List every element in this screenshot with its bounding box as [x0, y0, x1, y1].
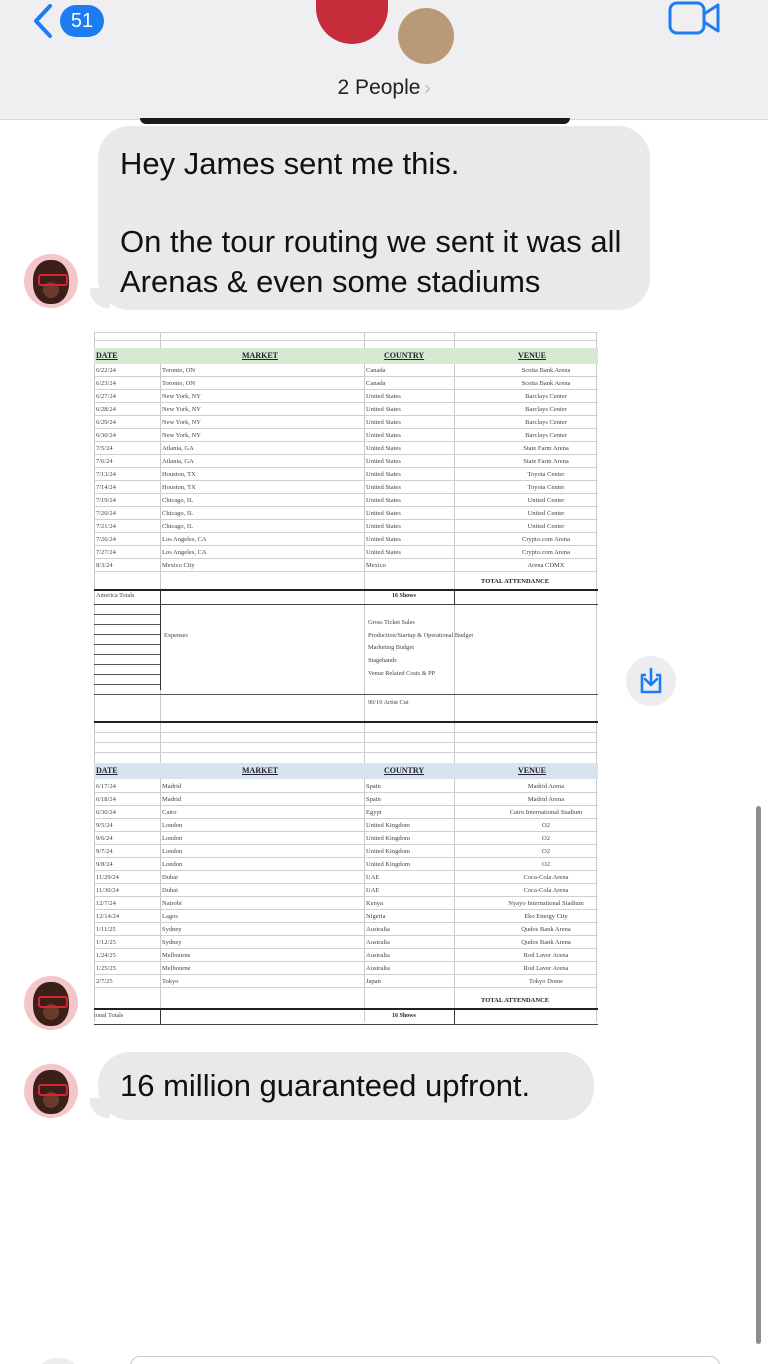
table-cell: 1/12/25: [96, 939, 116, 946]
table-cell: Barclays Center: [525, 419, 567, 426]
table-header: [94, 763, 598, 779]
table-cell: O2: [542, 835, 550, 842]
avatar[interactable]: [316, 0, 388, 44]
table-cell: 7/21/24: [96, 523, 116, 530]
table-row: [94, 782, 598, 791]
totals-label: ional Totals: [94, 1012, 124, 1019]
table-cell: 9/8/24: [96, 861, 113, 868]
table-row: [94, 899, 598, 908]
table-cell: Madrid Arena: [527, 783, 565, 790]
table-cell: Rod Laver Arena: [523, 965, 569, 972]
table-cell: New York, NY: [162, 406, 202, 413]
table-cell: Mexico: [366, 562, 386, 569]
apps-button[interactable]: [40, 1358, 76, 1364]
budget-item: Marketing Budget: [368, 644, 414, 651]
table-cell: United Kingdom: [366, 848, 410, 855]
column-header: VENUE: [518, 351, 547, 360]
table-cell: Tokyo: [162, 978, 179, 985]
budget-item: Production/Startup & Operational Budget: [368, 632, 474, 639]
avatar-face: [33, 260, 69, 304]
table-cell: Australia: [366, 926, 390, 933]
table-cell: United States: [366, 536, 401, 543]
table-row: [94, 808, 598, 817]
table-row: [94, 418, 598, 427]
column-header: COUNTRY: [384, 766, 425, 775]
table-cell: 1/25/25: [96, 965, 116, 972]
table-cell: 7/20/24: [96, 510, 116, 517]
totals-label: America Totals: [96, 592, 135, 599]
table-cell: Japan: [366, 978, 381, 985]
table-cell: Arena CDMX: [527, 562, 565, 569]
table-cell: Melbourne: [162, 965, 191, 972]
table-cell: 2/7/25: [96, 978, 113, 985]
avatar-face: [33, 982, 69, 1026]
column-header: MARKET: [242, 766, 278, 775]
shows-count: 16 Shows: [392, 1013, 416, 1019]
table-cell: Madrid Arena: [527, 796, 565, 803]
table-cell: Atlanta, GA: [162, 445, 194, 452]
table-row: [94, 379, 598, 388]
message-text: Hey James sent me this.: [120, 146, 460, 181]
column-header: VENUE: [518, 766, 547, 775]
table-cell: Chicago, IL: [162, 523, 194, 530]
table-cell: Mexico City: [162, 562, 195, 569]
table-row: [94, 964, 598, 973]
table-cell: 1/24/25: [96, 952, 116, 959]
table-row: [94, 886, 598, 895]
table-cell: Nairobi: [162, 900, 182, 907]
table-cell: Toyota Center: [527, 471, 565, 478]
bubble-tail: [90, 288, 110, 308]
table-cell: Coca-Cola Arena: [523, 887, 569, 894]
table-row: [94, 821, 598, 830]
table-row: [94, 366, 598, 375]
table-cell: 12/14/24: [96, 913, 120, 920]
table-cell: 8/3/24: [96, 562, 113, 569]
table-row: [94, 795, 598, 804]
sender-avatar[interactable]: [24, 254, 78, 308]
message-text: 16 million guaranteed upfront.: [120, 1068, 531, 1103]
table-cell: Australia: [366, 952, 390, 959]
unread-count-badge: 51: [60, 5, 104, 37]
table-cell: Australia: [366, 939, 390, 946]
table-cell: Australia: [366, 965, 390, 972]
video-call-button[interactable]: [668, 0, 722, 41]
table-cell: United Center: [527, 497, 565, 504]
table-cell: Toyota Center: [527, 484, 565, 491]
table-cell: Chicago, IL: [162, 510, 194, 517]
table-row: [94, 873, 598, 882]
message-bubble[interactable]: [98, 126, 650, 310]
table-cell: 6/18/24: [96, 796, 116, 803]
expenses-label: Expenses: [164, 632, 188, 639]
table-row: [94, 561, 598, 570]
table-cell: Melbourne: [162, 952, 191, 959]
column-header: DATE: [96, 766, 118, 775]
conversation-title-text: 2 People: [337, 76, 421, 99]
table-cell: London: [162, 835, 183, 842]
table-cell: London: [162, 822, 183, 829]
table-cell: Chicago, IL: [162, 497, 194, 504]
table-cell: Cairo: [162, 809, 177, 816]
table-cell: 6/29/24: [96, 419, 116, 426]
table-cell: State Farm Arena: [523, 445, 569, 452]
table-cell: Eko Energy City: [524, 913, 568, 920]
save-attachment-button[interactable]: [626, 656, 676, 706]
table-cell: London: [162, 861, 183, 868]
total-attendance-label: TOTAL ATTENDANCE: [481, 997, 550, 1004]
download-icon: [637, 667, 665, 695]
table-row: [94, 834, 598, 843]
table-cell: Los Angeles, CA: [162, 536, 207, 543]
table-row: [94, 548, 598, 557]
chevron-right-icon: ›: [424, 78, 431, 98]
table-cell: Dubai: [162, 874, 178, 881]
table-cell: United States: [366, 549, 401, 556]
table-cell: United States: [366, 471, 401, 478]
table-cell: Toronto, ON: [162, 367, 196, 374]
avatar[interactable]: [398, 8, 454, 64]
column-header: COUNTRY: [384, 351, 425, 360]
table-cell: United States: [366, 406, 401, 413]
table-cell: United States: [366, 432, 401, 439]
table-cell: 7/5/24: [96, 445, 113, 452]
table-header: [94, 348, 598, 364]
table-cell: Sydney: [162, 926, 182, 933]
table-cell: Toronto, ON: [162, 380, 196, 387]
sender-avatar[interactable]: [24, 976, 78, 1030]
table-cell: 6/30/24: [96, 809, 116, 816]
table-row: [94, 496, 598, 505]
total-attendance-label: TOTAL ATTENDANCE: [481, 578, 550, 585]
message-bubble[interactable]: [98, 1052, 594, 1120]
table-cell: Houston, TX: [162, 471, 196, 478]
table-cell: United Center: [527, 510, 565, 517]
table-cell: United Kingdom: [366, 861, 410, 868]
table-cell: Qudos Bank Arena: [521, 926, 571, 933]
table-row: [94, 444, 598, 453]
table-cell: United States: [366, 393, 401, 400]
table-cell: United States: [366, 445, 401, 452]
table-cell: Barclays Center: [525, 393, 567, 400]
table-cell: Crypto.com Arena: [521, 549, 571, 556]
table-cell: 7/14/24: [96, 484, 116, 491]
table-cell: Barclays Center: [525, 432, 567, 439]
table-cell: United States: [366, 497, 401, 504]
previous-attachment-edge: [140, 118, 570, 124]
table-cell: Canada: [366, 380, 386, 387]
table-cell: UAE: [366, 874, 380, 881]
table-row: [94, 431, 598, 440]
table-cell: Houston, TX: [162, 484, 196, 491]
chevron-left-icon: [28, 2, 58, 40]
table-cell: New York, NY: [162, 432, 202, 439]
artist-split-label: 90/10 Artist Cut: [368, 699, 409, 706]
table-cell: 7/26/24: [96, 536, 116, 543]
scrollbar[interactable]: [756, 806, 761, 1344]
table-cell: New York, NY: [162, 419, 202, 426]
table-cell: Rod Laver Arena: [523, 952, 569, 959]
budget-item: Stagehands: [368, 657, 397, 664]
table-cell: United States: [366, 510, 401, 517]
table-cell: 7/19/24: [96, 497, 116, 504]
table-cell: O2: [542, 848, 550, 855]
budget-item: Gross Ticket Sales: [368, 619, 415, 626]
table-cell: Dubai: [162, 887, 178, 894]
table-cell: United Kingdom: [366, 822, 410, 829]
table-cell: Spain: [366, 783, 381, 790]
table-cell: Scotia Bank Arena: [521, 367, 571, 374]
table-cell: Canada: [366, 367, 386, 374]
table-cell: Barclays Center: [525, 406, 567, 413]
table-cell: UAE: [366, 887, 380, 894]
table-row: [94, 912, 598, 921]
table-cell: 7/6/24: [96, 458, 113, 465]
table-row: [94, 860, 598, 869]
message-text: On the tour routing we sent it was all Arenas & even some stadiums: [120, 224, 622, 299]
table-cell: Sydney: [162, 939, 182, 946]
table-cell: Los Angeles, CA: [162, 549, 207, 556]
table-row: [94, 509, 598, 518]
table-cell: United States: [366, 523, 401, 530]
table-row: [94, 392, 598, 401]
table-cell: Madrid: [162, 796, 182, 803]
table-cell: New York, NY: [162, 393, 202, 400]
table-cell: 11/30/24: [96, 887, 119, 894]
budget-item: Venue Related Costs & PP: [368, 670, 436, 677]
table-cell: 1/11/25: [96, 926, 116, 933]
table-row: [94, 951, 598, 960]
table-cell: United States: [366, 419, 401, 426]
table-cell: 9/6/24: [96, 835, 113, 842]
table-cell: Scotia Bank Arena: [521, 380, 571, 387]
table-cell: London: [162, 848, 183, 855]
table-cell: 7/13/24: [96, 471, 116, 478]
table-cell: 6/23/24: [96, 380, 116, 387]
table-cell: Madrid: [162, 783, 182, 790]
table-row: [94, 847, 598, 856]
bubble-tail: [90, 1098, 110, 1118]
table-cell: Spain: [366, 796, 381, 803]
conversation-title[interactable]: [0, 76, 768, 100]
table-row: [94, 977, 598, 986]
table-cell: O2: [542, 822, 550, 829]
table-row: [94, 457, 598, 466]
image-attachment[interactable]: [88, 328, 602, 1028]
table-cell: Crypto.com Arena: [521, 536, 571, 543]
shows-count: 16 Shows: [392, 593, 416, 599]
table-row: [94, 925, 598, 934]
table-cell: Qudos Bank Arena: [521, 939, 571, 946]
table-cell: United States: [366, 484, 401, 491]
table-cell: 6/30/24: [96, 432, 116, 439]
table-cell: United Kingdom: [366, 835, 410, 842]
message-input[interactable]: [130, 1356, 720, 1364]
table-cell: United Center: [527, 523, 565, 530]
table-cell: Nyayo International Stadium: [508, 900, 584, 907]
sender-avatar[interactable]: [24, 1064, 78, 1118]
avatar-face: [33, 1070, 69, 1114]
table-cell: Coca-Cola Arena: [523, 874, 569, 881]
table-cell: 7/27/24: [96, 549, 116, 556]
conversation-header: [0, 0, 768, 120]
table-row: [94, 405, 598, 414]
table-cell: 6/22/24: [96, 367, 116, 374]
table-cell: Atlanta, GA: [162, 458, 194, 465]
column-header: DATE: [96, 351, 118, 360]
table-row: [94, 470, 598, 479]
table-cell: United States: [366, 458, 401, 465]
table-row: [94, 483, 598, 492]
table-row: [94, 535, 598, 544]
table-cell: Tokyo Dome: [528, 978, 564, 985]
table-cell: 6/28/24: [96, 406, 116, 413]
table-cell: 6/17/24: [96, 783, 116, 790]
table-cell: Cairo International Stadium: [509, 809, 583, 816]
table-cell: Egypt: [366, 809, 382, 816]
column-header: MARKET: [242, 351, 278, 360]
table-cell: Lagos: [162, 913, 178, 920]
table-cell: O2: [542, 861, 550, 868]
table-cell: 9/7/24: [96, 848, 113, 855]
table-cell: 9/5/24: [96, 822, 113, 829]
table-row: [94, 938, 598, 947]
table-cell: Nigeria: [366, 913, 386, 920]
table-cell: 11/29/24: [96, 874, 119, 881]
table-cell: 6/27/24: [96, 393, 116, 400]
back-button[interactable]: [28, 2, 104, 40]
table-cell: Kenya: [366, 900, 383, 907]
video-camera-icon: [668, 0, 722, 36]
table-cell: 12/7/24: [96, 900, 116, 907]
table-cell: State Farm Arena: [523, 458, 569, 465]
table-row: [94, 522, 598, 531]
